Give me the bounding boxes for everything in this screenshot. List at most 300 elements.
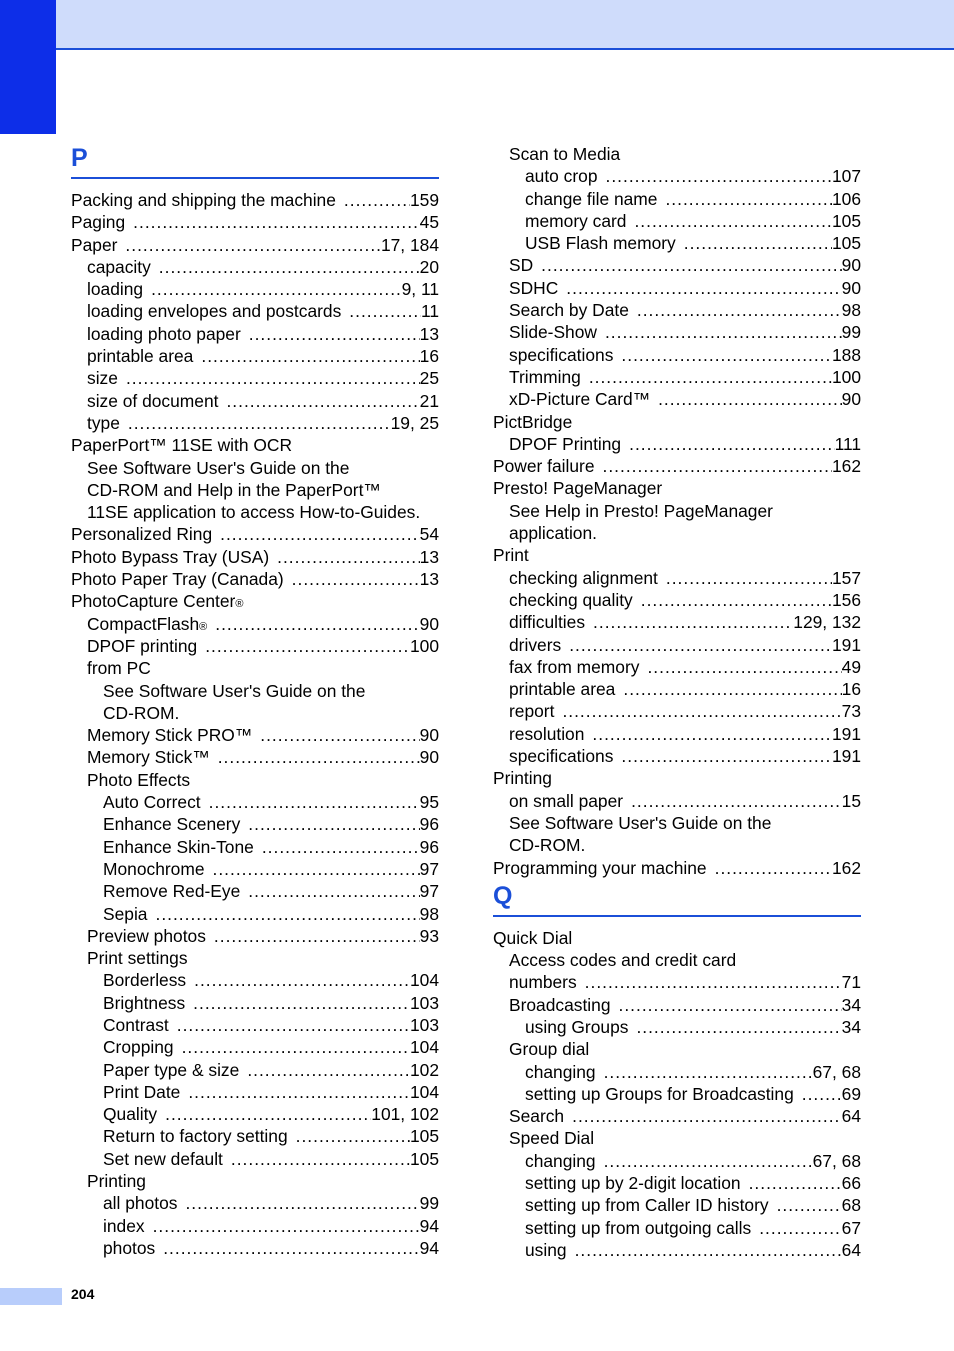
- dot-leader: [117, 234, 381, 256]
- index-entry-pages: 105: [409, 1148, 439, 1169]
- index-entry-term: Speed Dial: [509, 1128, 595, 1149]
- index-entry-term: drivers: [509, 634, 562, 655]
- index-entry: [71, 300, 439, 322]
- index-entry-term: resolution: [509, 723, 585, 744]
- dot-leader: [336, 189, 410, 211]
- index-entry-pages: 105: [409, 1126, 439, 1147]
- index-entry: [493, 949, 861, 971]
- index-entry-pages: 69: [841, 1083, 861, 1104]
- index-entry-term: Print settings: [87, 948, 188, 969]
- index-entry: [71, 903, 439, 925]
- index-entry-term: Print Date: [103, 1081, 181, 1102]
- index-entry-term: setting up from outgoing calls: [525, 1217, 752, 1238]
- dot-leader: [120, 412, 391, 434]
- dot-leader: [186, 969, 410, 991]
- index-entry: [493, 857, 861, 879]
- dot-leader: [284, 568, 420, 590]
- index-entry: [71, 211, 439, 233]
- index-entry: [493, 567, 861, 589]
- dot-leader: [143, 278, 402, 300]
- index-entry-pages: 100: [409, 635, 439, 656]
- index-entry-term: capacity: [87, 256, 151, 277]
- dot-leader: [577, 971, 842, 993]
- dot-leader: [595, 455, 832, 477]
- index-entry-pages: 162: [831, 456, 861, 477]
- index-entry-pages: 90: [419, 747, 439, 768]
- index-entry: [493, 188, 861, 210]
- dot-leader: [741, 1172, 842, 1194]
- dot-leader: [118, 367, 420, 389]
- index-entry-term: CD-ROM.: [509, 835, 586, 856]
- index-entry-term: 11SE application to access How-to-Guides.: [87, 502, 421, 523]
- dot-leader: [626, 210, 832, 232]
- index-entry-term: setting up by 2-digit location: [525, 1173, 741, 1194]
- index-entry-term: Search by Date: [509, 300, 629, 321]
- index-entry: [71, 1103, 439, 1125]
- index-entry-term: using Groups: [525, 1016, 629, 1037]
- index-entry: [71, 390, 439, 412]
- index-entry: [493, 254, 861, 276]
- index-entry-term: loading photo paper: [87, 323, 241, 344]
- index-entry-term: Printing: [87, 1171, 146, 1192]
- index-entry-pages: 104: [409, 1081, 439, 1102]
- index-entry: [71, 479, 439, 501]
- index-entry: [493, 477, 861, 499]
- index-entry-pages: 129, 132: [793, 612, 861, 633]
- footer-tab: [0, 1288, 62, 1305]
- index-entry: [493, 834, 861, 856]
- index-entry-term: Power failure: [493, 456, 595, 477]
- index-entry-term: DPOF printing: [87, 635, 198, 656]
- index-entry: [493, 544, 861, 566]
- dot-leader: [157, 1103, 371, 1125]
- index-entry-term: setting up from Caller ID history: [525, 1195, 769, 1216]
- index-entry-pages: 90: [419, 725, 439, 746]
- index-entry-term: xD-Picture Card™: [509, 389, 651, 410]
- index-entry-pages: 25: [419, 368, 439, 389]
- index-entry-pages: 96: [419, 836, 439, 857]
- dot-leader: [561, 634, 832, 656]
- dot-leader: [212, 523, 420, 545]
- index-entry-pages: 34: [841, 994, 861, 1015]
- dot-leader: [169, 1014, 410, 1036]
- index-entry-term: Paper type & size: [103, 1059, 240, 1080]
- index-entry-term: using: [525, 1239, 567, 1260]
- dot-leader: [558, 277, 841, 299]
- index-entry: [71, 412, 439, 434]
- dot-leader: [598, 165, 832, 187]
- index-entry: [493, 165, 861, 187]
- dot-leader: [193, 345, 419, 367]
- index-entry-term: Preview photos: [87, 925, 206, 946]
- index-entry: [71, 1192, 439, 1214]
- index-entry-term: CompactFlash: [87, 613, 200, 634]
- index-entry: [71, 791, 439, 813]
- dot-leader: [206, 925, 420, 947]
- index-entry-term: changing: [525, 1150, 596, 1171]
- index-entry-pages: 90: [841, 389, 861, 410]
- dot-leader: [125, 211, 420, 233]
- index-entry-pages: 45: [419, 212, 439, 233]
- index-entry: [71, 680, 439, 702]
- index-entry: [71, 457, 439, 479]
- index-entry-pages: 11: [420, 301, 439, 322]
- index-entry-term: photos: [103, 1237, 156, 1258]
- index-entry-term: Memory Stick™: [87, 747, 210, 768]
- index-entry-term: all photos: [103, 1193, 178, 1214]
- section-letter-q: Q: [493, 881, 861, 917]
- index-entry: [71, 947, 439, 969]
- index-entry-pages: 13: [419, 546, 439, 567]
- dot-leader: [201, 791, 420, 813]
- dot-leader: [174, 1036, 410, 1058]
- index-entry-term: printable area: [87, 346, 194, 367]
- index-entry-term: index: [103, 1215, 145, 1236]
- index-entry-term: Presto! PageManager: [493, 478, 663, 499]
- dot-leader: [288, 1125, 410, 1147]
- index-entry-pages: 68: [841, 1195, 861, 1216]
- index-entry-term: Remove Red-Eye: [103, 881, 241, 902]
- index-entry: [493, 1016, 861, 1038]
- index-entry: [493, 812, 861, 834]
- index-entry-term: size: [87, 368, 118, 389]
- index-entry: [493, 1127, 861, 1149]
- index-entry: [71, 1081, 439, 1103]
- index-entry-term: Monochrome: [103, 858, 205, 879]
- dot-leader: [185, 992, 410, 1014]
- index-entry-term: CD-ROM.: [103, 702, 180, 723]
- index-entry-term: on small paper: [509, 790, 624, 811]
- index-entry: [493, 723, 861, 745]
- index-entry-term: specifications: [509, 344, 614, 365]
- index-entry: [71, 234, 439, 256]
- index-entry: [71, 189, 439, 211]
- index-entry-pages: 19, 25: [390, 412, 439, 433]
- index-entry: [493, 522, 861, 544]
- dot-leader: [240, 813, 419, 835]
- index-entry-term: DPOF Printing: [509, 433, 622, 454]
- index-entry: [71, 724, 439, 746]
- index-entry: [493, 927, 861, 949]
- dot-leader: [567, 1239, 842, 1261]
- index-entry-pages: 49: [841, 656, 861, 677]
- index-entry-term: PictBridge: [493, 411, 573, 432]
- index-entry-term: PhotoCapture Center: [71, 591, 236, 612]
- dot-leader: [177, 1192, 419, 1214]
- dot-leader: [621, 433, 834, 455]
- index-entry: [493, 455, 861, 477]
- index-entry-pages: 107: [831, 166, 861, 187]
- index-entry-term: report: [509, 701, 555, 722]
- index-entry-term: Trimming: [509, 366, 581, 387]
- index-entry-pages: 103: [409, 992, 439, 1013]
- index-entry-term: checking quality: [509, 589, 633, 610]
- page-number: 204: [71, 1286, 95, 1302]
- dot-leader: [639, 656, 841, 678]
- index-entry-term: Set new default: [103, 1148, 223, 1169]
- index-entry-term: numbers: [509, 972, 577, 993]
- index-entry-term: Contrast: [103, 1014, 169, 1035]
- index-entry-term: from PC: [87, 658, 151, 679]
- index-entry-pages: 71: [841, 972, 861, 993]
- index-entry-pages: 13: [419, 569, 439, 590]
- index-entry: [71, 278, 439, 300]
- index-entry-pages: 90: [841, 255, 861, 276]
- index-entry: [493, 678, 861, 700]
- index-entry-term: size of document: [87, 390, 219, 411]
- index-entry: CompactFlash ® ..... 90: [71, 613, 439, 635]
- index-entry-term: SDHC: [509, 277, 559, 298]
- index-entry-pages: 100: [831, 366, 861, 387]
- index-column-left: [71, 143, 439, 1259]
- dot-leader: [205, 858, 420, 880]
- index-entry-term: Access codes and credit card: [509, 950, 737, 971]
- index-entry-pages: 97: [419, 881, 439, 902]
- index-entry-pages: 102: [409, 1059, 439, 1080]
- index-entry-pages: 21: [419, 390, 439, 411]
- index-entry-term: See Help in Presto! PageManager: [509, 500, 773, 521]
- index-entry-term: Personalized Ring: [71, 524, 213, 545]
- index-entry: [493, 1083, 861, 1105]
- index-entry-term: PaperPort™ 11SE with OCR: [71, 435, 293, 456]
- index-entry: [493, 745, 861, 767]
- index-entry-term: See Software User's Guide on the: [509, 812, 772, 833]
- dot-leader: [581, 366, 832, 388]
- index-entry-pages: 104: [409, 1037, 439, 1058]
- index-entry-term: type: [87, 412, 120, 433]
- index-entry: [493, 656, 861, 678]
- index-entry: [71, 813, 439, 835]
- index-entry: [71, 568, 439, 590]
- dot-leader: [241, 323, 420, 345]
- dot-leader: [613, 344, 832, 366]
- dot-leader: [597, 321, 842, 343]
- index-entry-term: Photo Effects: [87, 769, 191, 790]
- index-entry-term: Paging: [71, 212, 126, 233]
- index-entry: [71, 546, 439, 568]
- dot-leader: [584, 723, 832, 745]
- dot-leader: [180, 1081, 410, 1103]
- index-entry-term: Sepia: [103, 903, 148, 924]
- index-entry-term: printable area: [509, 679, 616, 700]
- index-entry: [71, 880, 439, 902]
- index-entry-pages: 67, 68: [812, 1150, 861, 1171]
- dot-leader: [769, 1194, 842, 1216]
- index-entry-pages: 9, 11: [401, 279, 439, 300]
- index-entry: [493, 366, 861, 388]
- index-entry-term: Paper: [71, 234, 118, 255]
- index-entry-term: specifications: [509, 746, 614, 767]
- index-entry-term: checking alignment: [509, 567, 658, 588]
- index-entry-term: Enhance Skin-Tone: [103, 836, 254, 857]
- index-entry-pages: 93: [419, 925, 439, 946]
- index-entry-pages: 111: [834, 433, 861, 454]
- index-entry: [493, 411, 861, 433]
- index-entry: [71, 746, 439, 768]
- index-entry: [493, 1061, 861, 1083]
- index-entry-pages: 191: [831, 723, 861, 744]
- index-entry: [493, 143, 861, 165]
- dot-leader: [218, 390, 419, 412]
- index-entry: [493, 971, 861, 993]
- index-entry: [71, 323, 439, 345]
- index-entry-pages: 16: [841, 679, 861, 700]
- dot-leader: [633, 589, 832, 611]
- dot-leader: [240, 880, 419, 902]
- dot-leader: [751, 1217, 841, 1239]
- index-entry-term: SD: [509, 255, 534, 276]
- index-entry-pages: 101, 102: [371, 1104, 439, 1125]
- dot-leader: [151, 256, 420, 278]
- index-entry-term: Photo Bypass Tray (USA): [71, 546, 270, 567]
- index-entry-pages: 94: [419, 1237, 439, 1258]
- dot-leader: [533, 254, 841, 276]
- index-entry-pages: 157: [831, 567, 861, 588]
- index-entry: [493, 994, 861, 1016]
- index-column-right: [493, 143, 861, 1261]
- index-entry: [493, 1239, 861, 1261]
- dot-leader: [658, 567, 832, 589]
- index-entry-term: difficulties: [509, 612, 586, 633]
- index-entry-pages: 54: [419, 524, 439, 545]
- index-entry-term: See Software User's Guide on the: [87, 457, 350, 478]
- dot-leader: [155, 1237, 419, 1259]
- index-entry-pages: 191: [831, 746, 861, 767]
- index-entry: [71, 702, 439, 724]
- index-entry: [71, 1215, 439, 1237]
- index-entry-pages: 191: [831, 634, 861, 655]
- dot-leader: [596, 1150, 813, 1172]
- index-entry: [71, 501, 439, 523]
- index-entry-pages: 64: [841, 1239, 861, 1260]
- index-entry-term: Memory Stick PRO™: [87, 725, 253, 746]
- dot-leader: [794, 1083, 842, 1105]
- index-entry: [71, 1036, 439, 1058]
- index-entry-pages: 64: [841, 1106, 861, 1127]
- index-entries-p: [71, 189, 439, 1259]
- index-entry-term: Group dial: [509, 1039, 590, 1060]
- index-entry: [493, 1038, 861, 1060]
- index-entry-term: Print: [493, 545, 529, 566]
- dot-leader: [629, 299, 842, 321]
- index-entry: [71, 1125, 439, 1147]
- index-entry: [493, 1150, 861, 1172]
- index-entry: [493, 433, 861, 455]
- index-entry-pages: 105: [831, 210, 861, 231]
- index-entries-q: [493, 927, 861, 1261]
- index-entry: [493, 500, 861, 522]
- index-entry: [71, 769, 439, 791]
- index-entry-pages: 66: [841, 1173, 861, 1194]
- index-entry-term: loading: [87, 279, 144, 300]
- index-entry-term: Programming your machine: [493, 857, 707, 878]
- index-entry: [493, 321, 861, 343]
- index-entry: [71, 858, 439, 880]
- index-entry: [71, 1059, 439, 1081]
- index-entry-pages: 103: [409, 1014, 439, 1035]
- index-entry-term: Printing: [493, 768, 552, 789]
- index-entry-term: Search: [509, 1106, 565, 1127]
- index-entry: [71, 635, 439, 657]
- index-entry-term: USB Flash memory: [525, 233, 676, 254]
- index-entry: [71, 657, 439, 679]
- index-entry-term: changing: [525, 1061, 596, 1082]
- index-entry-term: Scan to Media: [509, 144, 621, 164]
- index-entry-term: loading envelopes and postcards: [87, 301, 342, 322]
- index-entry-pages: 188: [831, 344, 861, 365]
- index-entry-term: setting up Groups for Broadcasting: [525, 1083, 794, 1104]
- index-entry: [493, 277, 861, 299]
- index-entry-term: auto crop: [525, 166, 598, 187]
- index-entry-pages: 98: [841, 300, 861, 321]
- index-entry: [71, 969, 439, 991]
- dot-leader: [239, 1059, 410, 1081]
- index-entry-term: change file name: [525, 188, 658, 209]
- index-entry-pages: 104: [409, 970, 439, 991]
- dot-leader: [554, 700, 841, 722]
- dot-leader: [707, 857, 832, 879]
- dot-leader: [585, 611, 793, 633]
- index-entry-term: CD-ROM and Help in the PaperPort™: [87, 479, 381, 500]
- dot-leader: [147, 903, 419, 925]
- index-entry: [71, 1237, 439, 1259]
- index-entry-pages: 16: [419, 346, 439, 367]
- index-entry-pages: 67, 68: [812, 1061, 861, 1082]
- index-entry-term: Packing and shipping the machine: [71, 190, 336, 210]
- index-entry-term: Slide-Show: [509, 322, 597, 343]
- index-entry-pages: 15: [841, 790, 861, 811]
- index-entry-term: Return to factory setting: [103, 1126, 288, 1147]
- index-entry: [71, 1014, 439, 1036]
- index-entry-term: Cropping: [103, 1037, 174, 1058]
- index-entry-term: Broadcasting: [509, 994, 611, 1015]
- index-entry-pages: 90: [841, 277, 861, 298]
- index-entry: [71, 992, 439, 1014]
- index-entry-term: application.: [509, 523, 597, 544]
- dot-leader: [207, 613, 419, 635]
- dot-leader: [615, 678, 841, 700]
- index-entry: [71, 434, 439, 456]
- index-entry-pages: 13: [419, 323, 439, 344]
- dot-leader: [269, 546, 420, 568]
- index-entry: [493, 700, 861, 722]
- index-entry: [493, 299, 861, 321]
- index-entry-pages: 97: [419, 858, 439, 879]
- index-entry: [493, 1217, 861, 1239]
- index-entry-term: See Software User's Guide on the: [103, 680, 366, 701]
- index-entry-pages: 159: [409, 190, 439, 210]
- index-entry-pages: 106: [831, 188, 861, 209]
- index-entry: [493, 1105, 861, 1127]
- index-entry: [493, 589, 861, 611]
- index-entry: [71, 1170, 439, 1192]
- index-entry-pages: 94: [419, 1215, 439, 1236]
- index-entry: [493, 634, 861, 656]
- index-entry-pages: 98: [419, 903, 439, 924]
- dot-leader: [628, 1016, 841, 1038]
- index-entry-term: Brightness: [103, 992, 186, 1013]
- index-entry-pages: 99: [841, 322, 861, 343]
- dot-leader: [596, 1061, 813, 1083]
- index-entry-term: fax from memory: [509, 656, 640, 677]
- index-entry: [493, 344, 861, 366]
- chapter-tab: [0, 0, 56, 134]
- index-entry-term: memory card: [525, 210, 627, 231]
- index-entry-pages: 90: [419, 613, 439, 634]
- index-entry-term: Auto Correct: [103, 792, 201, 813]
- dot-leader: [145, 1215, 420, 1237]
- dot-leader: [623, 790, 842, 812]
